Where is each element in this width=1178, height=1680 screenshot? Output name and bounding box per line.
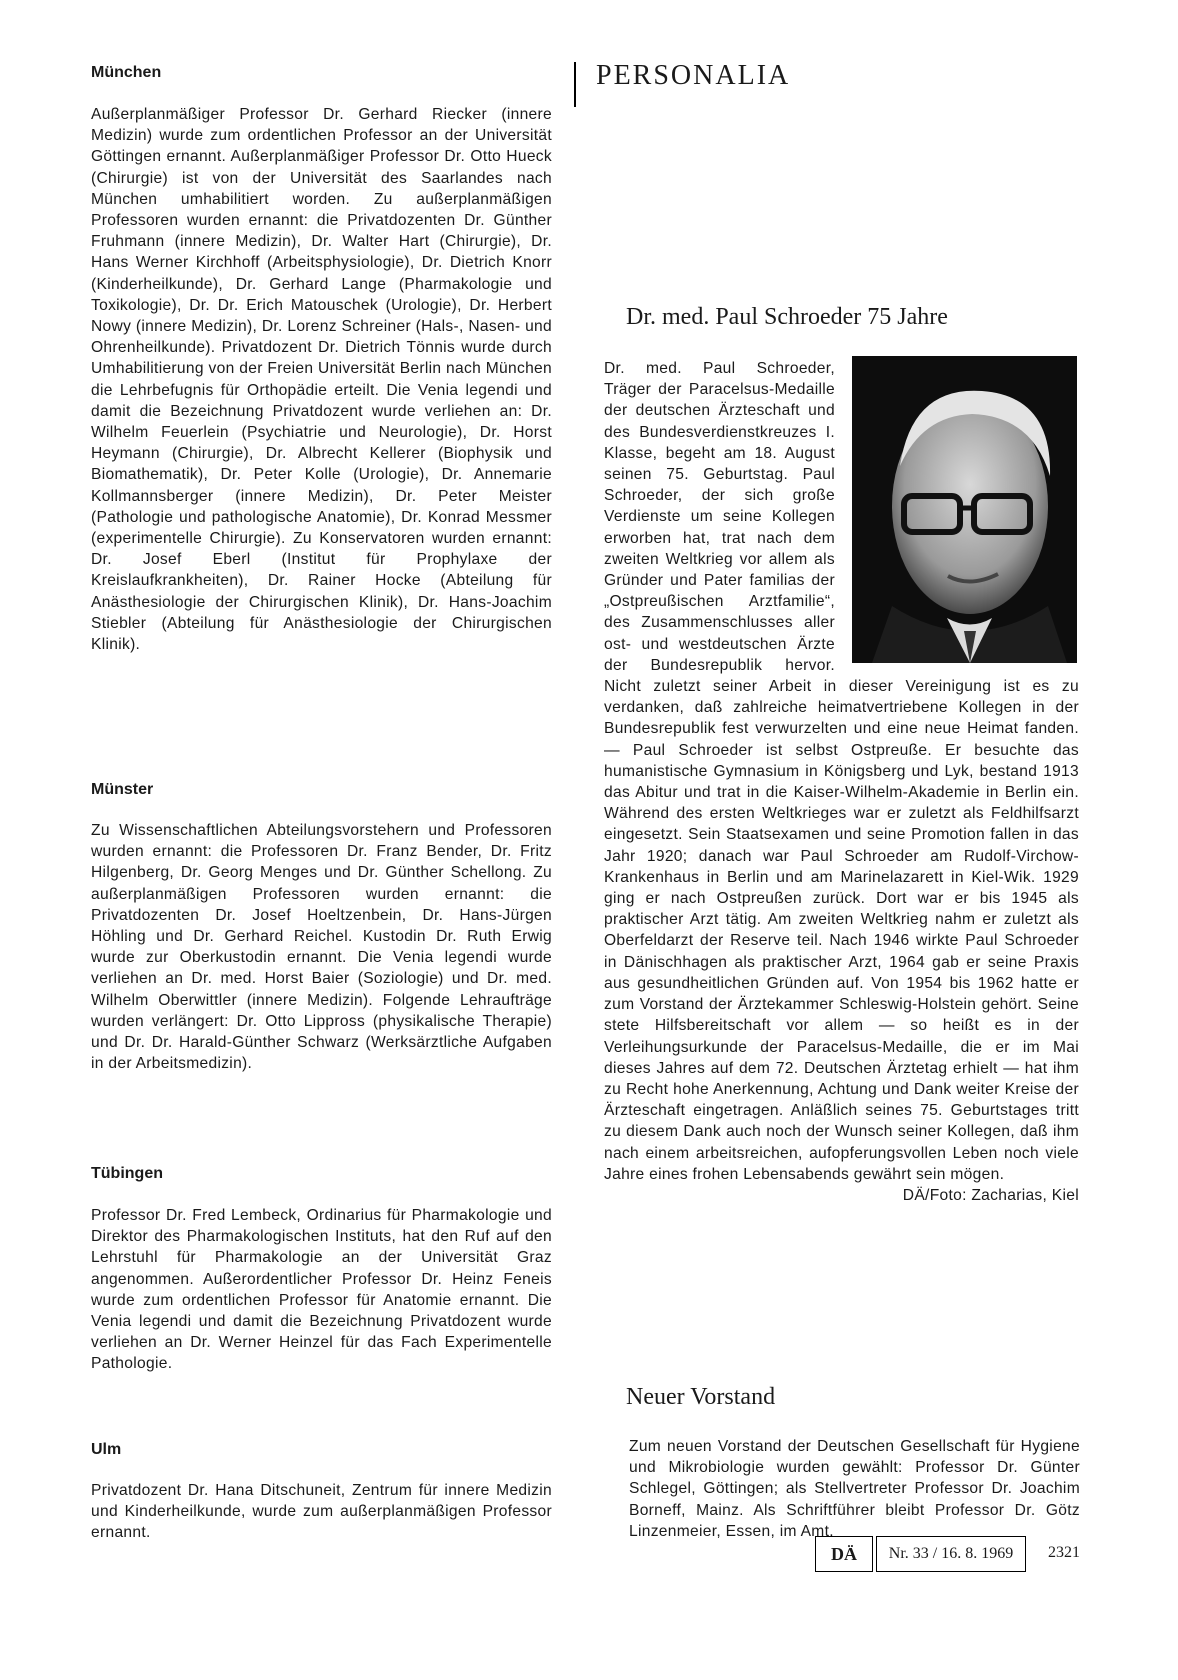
photo-credit: DÄ/Foto: Zacharias, Kiel [902, 1186, 1079, 1204]
paragraph-muenchen: Außerplanmäßiger Professor Dr. Gerhard Riecker (innere Medizin) wurde zum ordentlichen Professor an der Universität Göttingen ernannt. Außerplanmäßiger Professor Dr. Otto Hueck (Chirurgie) ist von der Universität des Saarlandes nach München umhabilitiert worden. Zu außerplanmäßigen Professoren wurden ernannt: die Privatdozenten Dr. Günther Fruhmann (innere Medizin), Dr. Walter Hart (Chirurgie), Dr. Hans Werner Kirchhoff (Arbeitsphysiologie), Dr. Dietrich Knorr (Kinderheilkunde), Dr. Gerhard Lange (Pharmakologie und Toxikologie), Dr. Dr. Erich Matouschek (Urologie), Dr. Herbert Nowy (innere Medizin), Dr. Lorenz Schreiner (Hals-, Nasen- und Ohrenheilkunde). Privatdozent Dr. Dietrich Tönnis wurde durch Umhabilitierung von der Freien Universität Berlin nach München die Lehrbefugnis für Orthopädie erteilt. Die Venia legendi und damit die Bezeichnung Privatdozent wurde verliehen an: Dr. Wilhelm Feuerlein (Psychiatrie und Neurologie), Dr. Horst Heymann (Chirurgie), Dr. Albrecht Kellerer (Biophysik und Biomathematik), Dr. Peter Kolle (Urologie), Dr. Annemarie Kollmannsberger (innere Medizin), Dr. Peter Meister (Pathologie und pathologische Anatomie), Dr. Konrad Messmer (experimentelle Chirurgie). Zu Konservatoren wurden ernannt: Dr. Josef Eberl (Institut für Prophylaxe der Kreislaufkrankheiten), Dr. Rainer Hocke (Abteilung für Anästhesiologie der Chirurgischen Klinik), Dr. Hans-Joachim Stiebler (Abteilung für Anästhesiologie der Chirurgischen Klinik). [91, 106, 552, 654]
issue-info-box [876, 1536, 1026, 1572]
paragraph-schroeder [604, 358, 1079, 1206]
column-rule [574, 62, 576, 107]
section-label-personalia: PERSONALIA [596, 60, 791, 91]
photo-wrap-spacer [835, 358, 1079, 674]
schroeder-text: Dr. med. Paul Schroeder, Träger der Paracelsus-Medaille der deutschen Ärzteschaft und des Bundesverdienstkreuzes I. Klasse, begeht am 18. August seinen 75. Geburtstag. Paul Schroeder, der sich große Verdienste um seine Kollegen erworben hat, trat nach dem zweiten Weltkrieg vor allem als Gründer und Pater familias der „Ostpreußischen Arztfamilie“, des Zusammenschlusses aller ost- und westdeutschen Ärzte der Bundesrepublik hervor. Nicht zuletzt seiner Arbeit in dieser Vereinigung ist es zu verdanken, daß zahlreiche heimatvertriebene Kollegen in der Bundesrepublik fest verwurzelten und eine neue Heimat fanden. — Paul Schroeder ist selbst Ostpreuße. Er besuchte das humanistische Gymnasium in Königsberg und Lyk, bestand 1913 das Abitur und trat in die Kaiser-Wilhelm-Akademie in Berlin ein. Während des ersten Weltkrieges war er zuletzt als Feldhilfsarzt eingesetzt. Sein Staatsexamen und seine Promotion fallen in das Jahr 1920; danach war Paul Schroeder am Rudolf-Virchow-Krankenhaus in Berlin und am Marinelazarett in Kiel-Wik. 1929 ging er nach Ostpreußen zurück. Dort war er bis 1945 als praktischer Arzt tätig. Am zweiten Weltkrieg nahm er zuletzt als Oberfeldarzt der Reserve teil. Nach 1946 wirkte Paul Schroeder in Dänischhagen als praktischer Arzt, 1964 gab er seine Praxis aus gesundheitlichen Gründen auf. Von 1954 bis 1962 hatte er zum Vorstand der Ärztekammer Schleswig-Holstein gehört. Seine stete Hilfsbereitschaft vor allem — so heißt es in der Verleihungsurkunde der Paracelsus-Medaille, die er im Mai dieses Jahres auf dem 72. Deutschen Ärztetag erhielt — hat ihm zu Recht hohe Anerkennung, Achtung und Dank weiter Kreise der Ärzteschaft eingetragen. Anläßlich seines 75. Geburtstages tritt zu diesem Dank auch noch der Wunsch seiner Kollegen, daß ihm nach einem arbeitsreichen, aufopferungsvollen Leben noch viele Jahre eines frohen Lebensabends gewährt sein mögen. [604, 360, 1079, 1183]
journal-logo-box [815, 1536, 873, 1572]
heading-muenchen: München [91, 64, 162, 81]
paragraph-tuebingen: Professor Dr. Fred Lembeck, Ordinarius für Pharmakologie und Direktor des Pharmakologischen Instituts, hat den Ruf auf den Lehrstuhl für Pharmakologie an der Universität Graz angenommen. Außerordentlicher Professor Dr. Heinz Feneis wurde zum ordentlichen Professor für Anatomie ernannt. Die Venia legendi und damit die Bezeichnung Privatdozent wurde verliehen an Dr. Werner Heinzel für das Fach Experimentelle Pathologie. [91, 1207, 552, 1373]
issue-info: Nr. 33 / 16. 8. 1969 [888, 1545, 1014, 1562]
paragraph-ulm: Privatdozent Dr. Hana Ditschuneit, Zentrum für innere Medizin und Kinderheilkunde, wurde zum außerplanmäßigen Professor ernannt. [91, 1482, 552, 1542]
paragraph-muenster: Zu Wissenschaftlichen Abteilungsvorstehern und Professoren wurden ernannt: die Professoren Dr. Franz Bender, Dr. Fritz Hilgenberg, Dr. Georg Menges und Dr. Günther Schellong. Zu außerplanmäßigen Professoren wurden ernannt: die Privatdozenten Dr. Josef Hoeltzenbein, Dr. Hans-Jürgen Höhling und Dr. Gerhard Reichel. Kustodin Dr. Ruth Erwig wurde zur Oberkustodin ernannt. Die Venia legendi wurde verliehen an Dr. med. Horst Baier (Soziologie) und Dr. med. Wilhelm Oberwittler (innere Medizin). Folgende Lehraufträge wurden verlängert: Dr. Otto Lippross (physikalische Therapie) und Dr. Dr. Harald-Günther Schwarz (Werksärztliche Aufgaben in der Arbeitsmedizin). [91, 822, 552, 1073]
page-number: 2321 [1048, 1544, 1080, 1561]
paragraph-vorstand: Zum neuen Vorstand der Deutschen Gesellschaft für Hygiene und Mikrobiologie wurden gewählt: Professor Dr. Günter Schlegel, Göttingen; als Stellvertreter Professor Dr. Joachim Borneff, Mainz. Als Schriftführer bleibt Professor Dr. Götz Linzenmeier, Essen, im Amt. [629, 1438, 1080, 1540]
article-title-vorstand: Neuer Vorstand [626, 1384, 776, 1410]
journal-logo: DÄ [831, 1543, 857, 1564]
heading-tuebingen: Tübingen [91, 1165, 163, 1182]
heading-ulm: Ulm [91, 1441, 122, 1458]
article-title-schroeder: Dr. med. Paul Schroeder 75 Jahre [626, 304, 948, 330]
heading-muenster: Münster [91, 781, 154, 798]
